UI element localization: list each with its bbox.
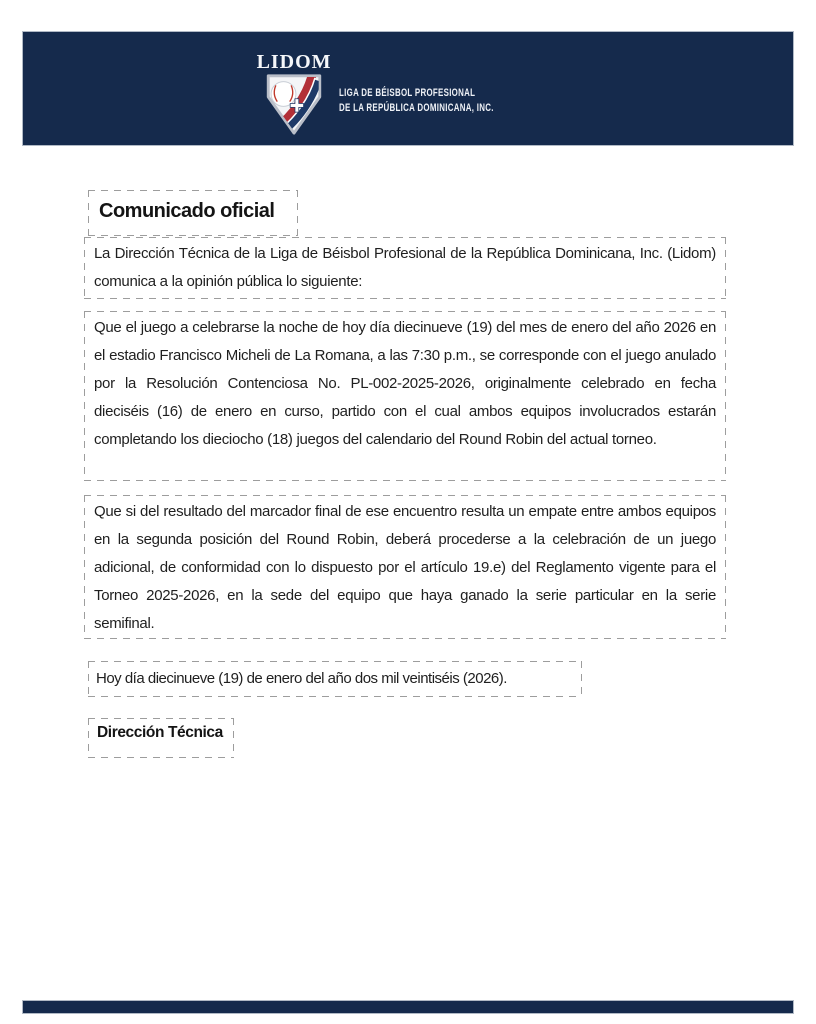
page-title: Comunicado oficial — [99, 200, 275, 222]
title-frame — [88, 190, 298, 236]
intro-paragraph: La Dirección Técnica de la Liga de Béisbol Profesional de la República Dominicana, Inc. (Lidom) comunica a la opinión pública lo siguiente: — [94, 245, 716, 290]
lidom-logo — [23, 32, 793, 145]
org-name-line1: LIGA DE BÉISBOL PROFESIONAL — [339, 87, 476, 99]
org-name — [339, 86, 494, 116]
body-paragraph-1-frame — [84, 311, 726, 481]
home-plate-shield-icon — [264, 73, 324, 136]
body-paragraph-2-frame — [84, 495, 726, 639]
body-paragraph-2: Que si del resultado del marcador final de ese encuentro resulta un empate entre ambos equipos en la segunda posición del Round Robin, deberá procederse a la celebración de un juego adicional, de conformidad con lo dispuesto por el artículo 19.e) del Reglamento vigente para el Torneo 2025-2026, en la sede del equipo que haya ganado la serie particular en la serie semifinal. — [94, 503, 716, 632]
body-paragraph-1: Que el juego a celebrarse la noche de hoy día diecinueve (19) del mes de enero del año 2026 en el estadio Francisco Micheli de La Romana, a las 7:30 p.m., se corresponde con el juego anulado por la Resolución Contenciosa No. PL-002-2025-2026, originalmente celebrado en fecha dieciséis (16) de enero en curso, partido con el cual ambos equipos involucrados estarán completando los dieciocho (18) juegos del calendario del Round Robin del actual torneo. — [94, 319, 716, 448]
date-line: Hoy día diecinueve (19) de enero del año dos mil veintiséis (2026). — [96, 670, 507, 687]
lidom-wordmark: LIDOM — [256, 51, 332, 73]
baseball-icon — [271, 82, 296, 107]
intro-paragraph-frame — [84, 237, 726, 299]
footer-band — [22, 1000, 794, 1014]
signature-frame — [88, 718, 234, 758]
signature-line: Dirección Técnica — [97, 724, 223, 741]
lidom-logo-column — [256, 51, 332, 136]
date-line-frame — [88, 661, 582, 697]
header-band — [22, 31, 794, 146]
org-name-line2: DE LA REPÚBLICA DOMINICANA, INC. — [339, 102, 494, 114]
